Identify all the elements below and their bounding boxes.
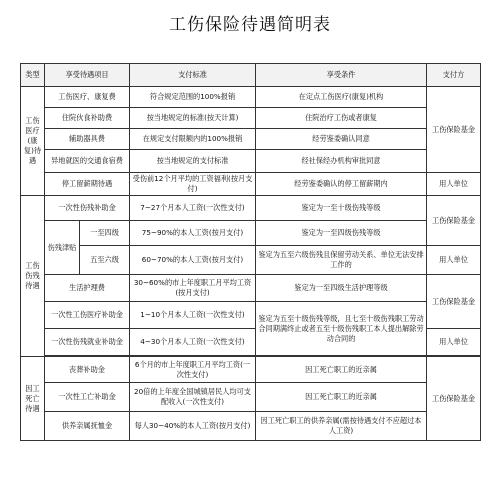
- item-name: 丧葬补助金: [45, 357, 130, 383]
- item-condition: 经劳鉴委确认的停工留薪期内: [256, 173, 427, 196]
- table-row: [21, 383, 481, 412]
- item-name: 一次性工伤医疗补助金: [45, 302, 130, 329]
- table-row: [21, 87, 481, 108]
- table-row: [21, 275, 481, 302]
- table-row: [21, 412, 481, 441]
- category-medical: 工伤医疗(康复)待遇: [21, 87, 45, 196]
- item-condition: 鉴定为五至六级伤残且保留劳动关系、单位无法安排工作的: [256, 246, 427, 275]
- item-standard: 20倍的上年度全国城镇居民人均可支配收入(一次性支付): [130, 383, 256, 412]
- item-condition: 鉴定为五至十级伤残等级，且七至十级伤残职工劳动合同期满终止或者五至十级伤残职工本人提出解除劳动合同的: [256, 302, 427, 356]
- payer-cell: 用人单位: [427, 173, 481, 196]
- benefits-table: [20, 63, 481, 441]
- item-standard: 30~60%的市上年度职工月平均工资(按月支付): [130, 275, 256, 302]
- item-standard: 在规定支付限额内的100%报销: [130, 129, 256, 150]
- item-condition: 鉴定为一至四级生活护理等级: [256, 275, 427, 302]
- item-name: 辅助器具费: [45, 129, 130, 150]
- category-death: 因工死亡待遇: [21, 357, 45, 441]
- item-standard: 4~30个月本人工资(一次性支付): [130, 329, 256, 356]
- category-disability: 工伤伤残待遇: [21, 196, 45, 357]
- item-condition: 因工死亡职工的近亲属: [256, 383, 427, 412]
- item-standard: 1~10个月本人工资(一次性支付): [130, 302, 256, 329]
- table-header-row: [21, 64, 481, 87]
- item-condition: 鉴定为一至四级伤残等级: [256, 221, 427, 246]
- item-condition: 在定点工伤医疗(康复)机构: [256, 87, 427, 108]
- item-name: 住院伙食补助费: [45, 108, 130, 129]
- item-standard: 6个月的市上年度职工月平均工资(一次性支付): [130, 357, 256, 383]
- item-standard: 75~90%的本人工资(按月支付): [130, 221, 256, 246]
- item-name: 供养亲属抚恤金: [45, 412, 130, 441]
- item-name: 工伤医疗、康复费: [45, 87, 130, 108]
- item-condition: 住院治疗工伤或者康复: [256, 108, 427, 129]
- item-name: 一至四级: [80, 221, 130, 246]
- item-name: 生活护理费: [45, 275, 130, 302]
- allowance-label: 伤残津贴: [45, 221, 80, 275]
- item-name: 异地就医的交通食宿费: [45, 150, 130, 173]
- table-row: [21, 246, 481, 275]
- page-title: 工伤保险待遇简明表: [169, 15, 331, 35]
- item-name: 停工留薪期待遇: [45, 173, 130, 196]
- table-row: [21, 302, 481, 329]
- table-row: [21, 150, 481, 173]
- header-item: 享受待遇项目: [45, 64, 130, 87]
- item-condition: 经社保经办机构审批同意: [256, 150, 427, 173]
- header-standard: 支付标准: [130, 64, 256, 87]
- payer-cell: 用人单位: [427, 246, 481, 275]
- item-standard: 符合规定范围的100%报销: [130, 87, 256, 108]
- payer-cell: 工伤保险基金: [427, 87, 481, 173]
- item-standard: 7~27个月本人工资(一次性支付): [130, 196, 256, 221]
- header-condition: 享受条件: [256, 64, 427, 87]
- item-name: 一次性工亡补助金: [45, 383, 130, 412]
- item-standard: 60~70%的本人工资(按月支付): [130, 246, 256, 275]
- item-condition: 经劳鉴委确认同意: [256, 129, 427, 150]
- item-condition: 鉴定为一至十级伤残等级: [256, 196, 427, 221]
- table-row: [21, 357, 481, 383]
- payer-cell: 工伤保险基金: [427, 196, 481, 246]
- item-standard: 受伤前12个月平均的工资福利(按月支付): [130, 173, 256, 196]
- item-name: 一次性伤残补助金: [45, 196, 130, 221]
- payer-cell: 工伤保险基金: [427, 357, 481, 441]
- item-condition: 因工死亡职工的近亲属: [256, 357, 427, 383]
- table-row: [21, 129, 481, 150]
- header-type: 类型: [21, 64, 45, 87]
- table-row: [21, 221, 481, 246]
- item-standard: 每人30~40%的本人工资(按月支付): [130, 412, 256, 441]
- table-row: [21, 196, 481, 221]
- item-condition: 因工死亡职工的供养亲属(需按待遇支付不应超过本人工资): [256, 412, 427, 441]
- payer-cell: 工伤保险基金: [427, 275, 481, 329]
- item-standard: 按当地规定的支付标准: [130, 150, 256, 173]
- item-standard: 按当地规定的标准(按天计算): [130, 108, 256, 129]
- header-payer: 支付方: [427, 64, 481, 87]
- item-name: 五至六级: [80, 246, 130, 275]
- item-name: 一次性伤残就业补助金: [45, 329, 130, 356]
- table-row: [21, 108, 481, 129]
- payer-cell: 用人单位: [427, 329, 481, 356]
- table-row: [21, 173, 481, 196]
